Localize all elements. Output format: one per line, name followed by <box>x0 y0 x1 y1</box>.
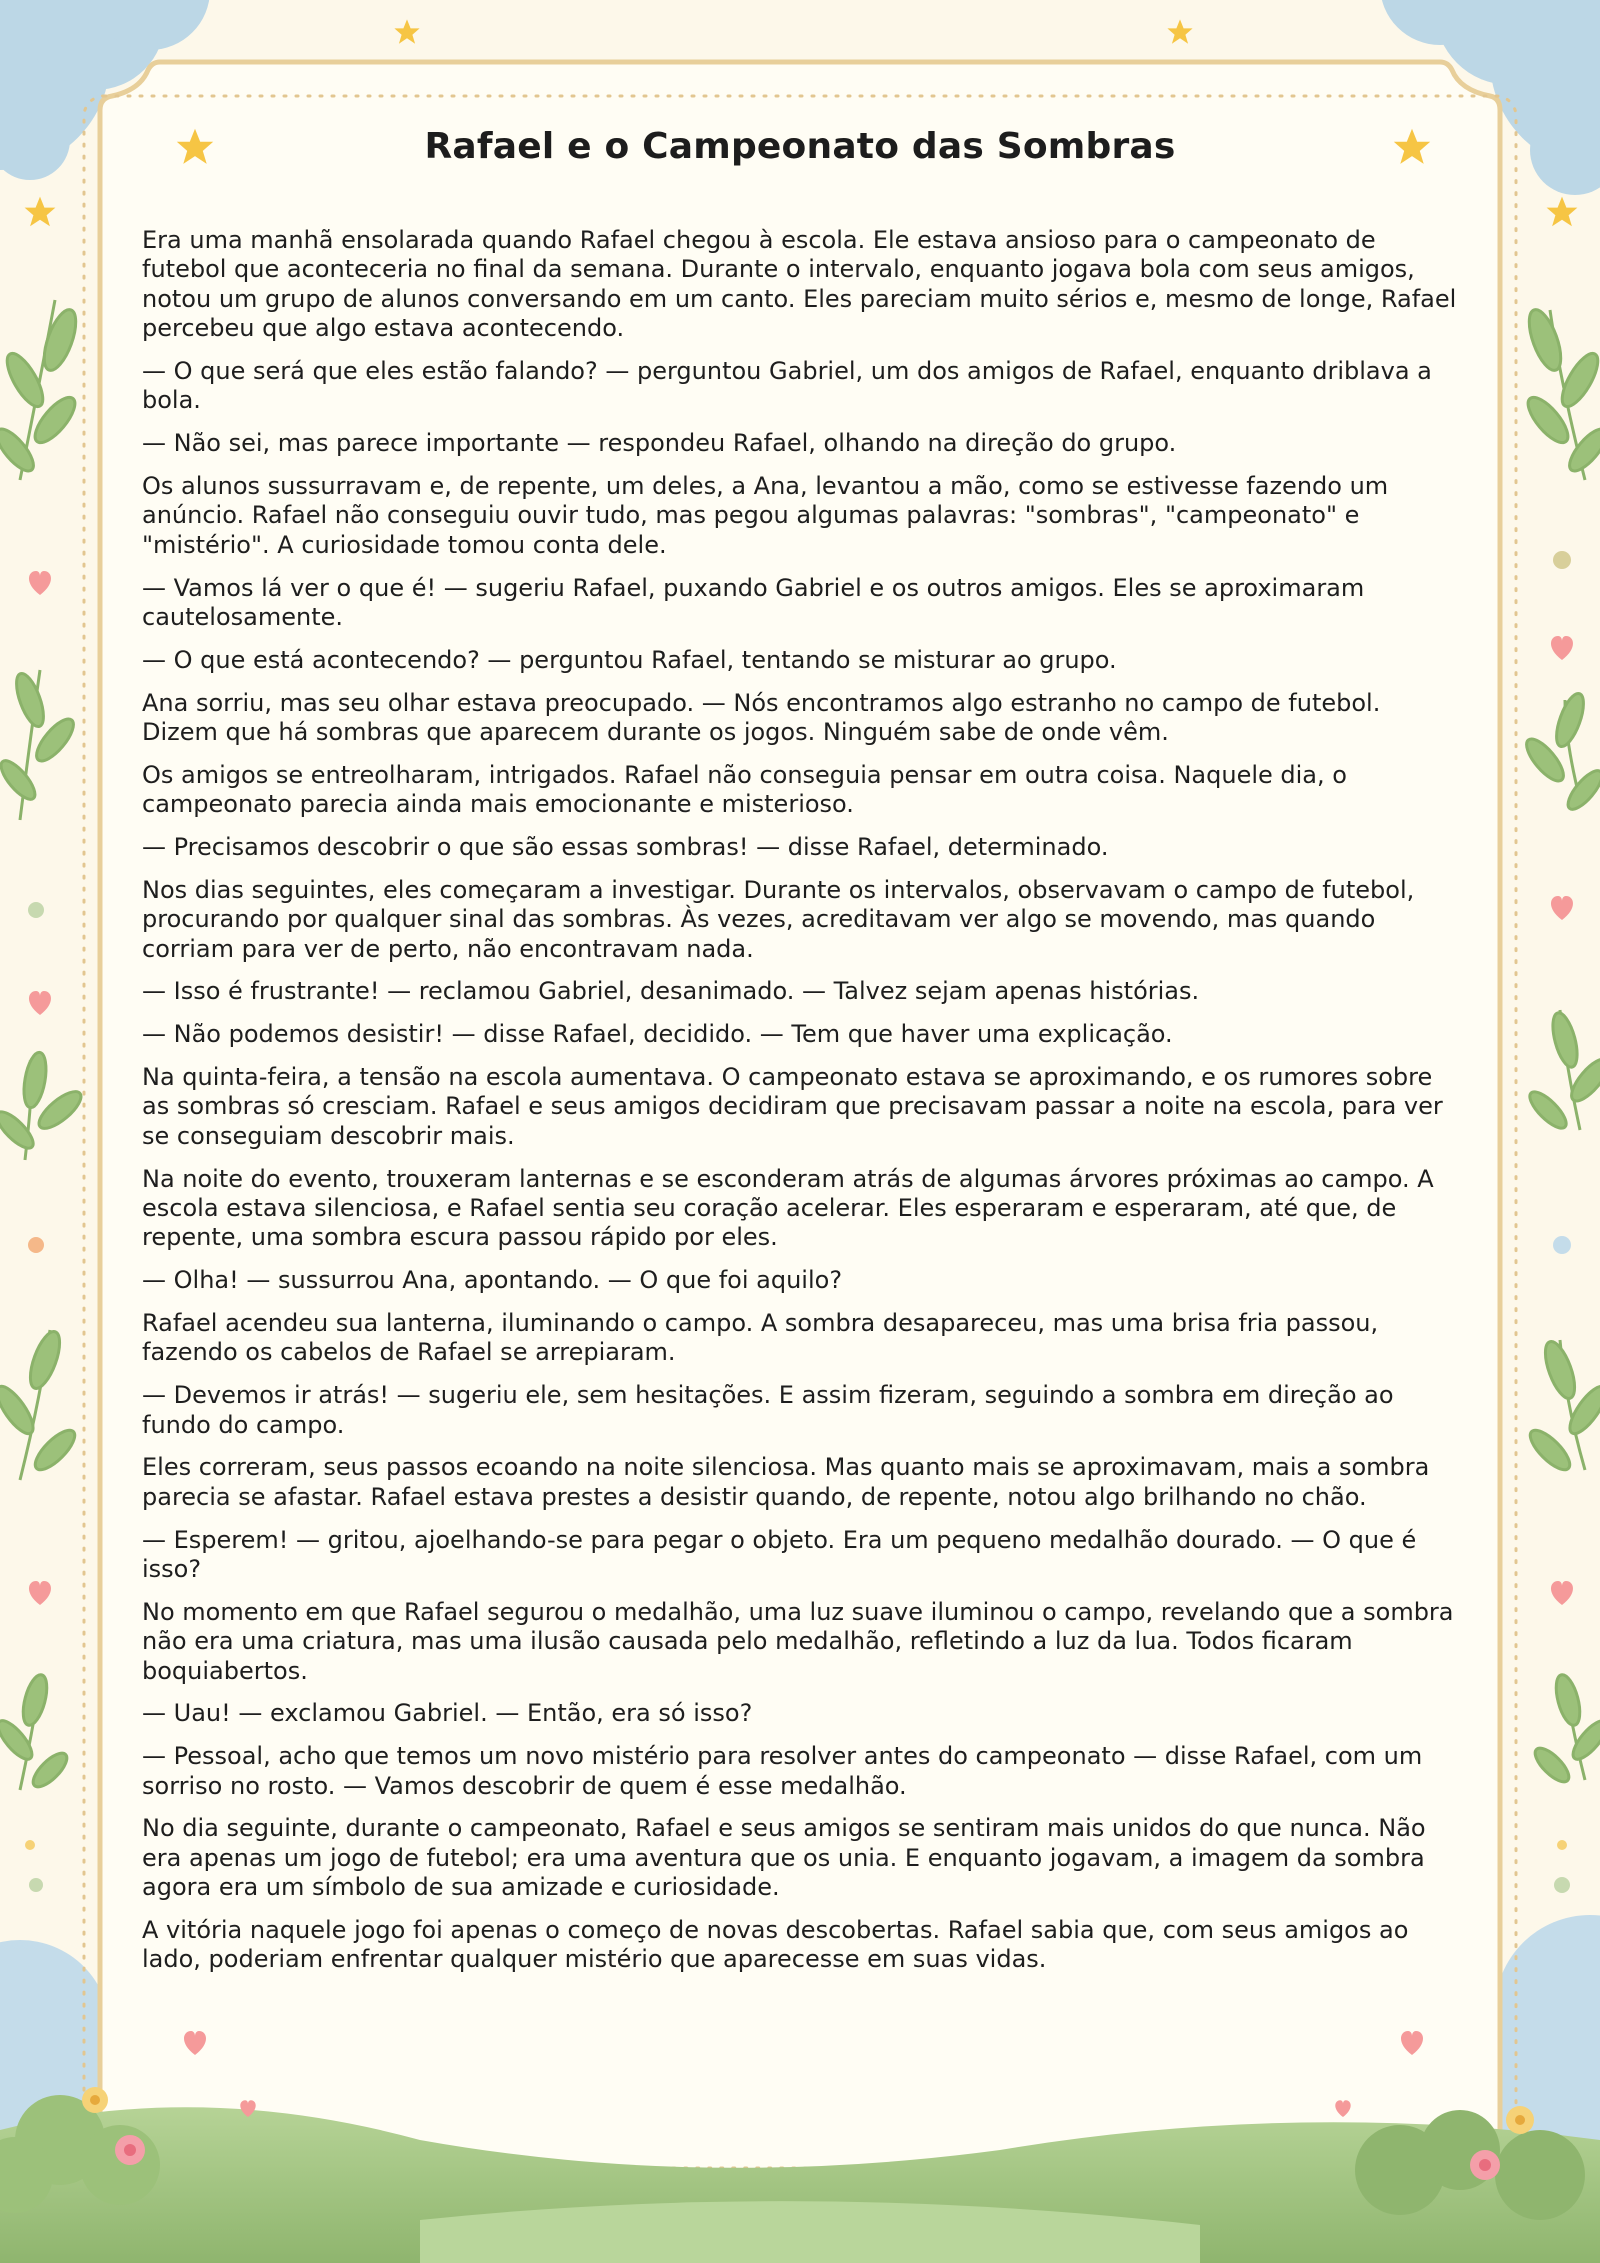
story-paragraph: No momento em que Rafael segurou o medalhão, uma luz suave iluminou o campo, revelando que a sombra não era uma criatura, mas uma ilusão causada pelo medalhão, refletindo a luz da lua. Todos ficaram boquiabertos. <box>142 1597 1454 1685</box>
story-paragraph: — Precisamos descobrir o que são essas sombras! — disse Rafael, determinado. <box>142 833 1109 862</box>
story-paragraph: — Devemos ir atrás! — sugeriu ele, sem hesitações. E assim fizeram, seguindo a sombra em direção ao fundo do campo. <box>142 1381 1394 1439</box>
story-paragraph: Nos dias seguintes, eles começaram a investigar. Durante os intervalos, observavam o campo de futebol, procurando por qualquer sinal das sombras. Às vezes, acreditavam ver algo se movendo, mas quando corriam para ver de perto, não encontravam nada. <box>142 875 1415 963</box>
story-paragraph: — Vamos lá ver o que é! — sugeriu Rafael, puxando Gabriel e os outros amigos. Eles se aproximaram cautelosamente. <box>142 573 1365 632</box>
story-paragraph: Era uma manhã ensolarada quando Rafael chegou à escola. Ele estava ansioso para o campeonato de futebol que aconteceria no final da semana. Durante o intervalo, enquanto jogava bola com seus amigos, notou um grupo de alunos conversando em um canto. Eles pareciam muito sérios e, mesmo de longe, Rafael percebeu que algo estava acontecendo. <box>142 226 1457 343</box>
story-paragraph: Na noite do evento, trouxeram lanternas e se esconderam atrás de algumas árvores próximas ao campo. A escola estava silenciosa, e Rafael sentia seu coração acelerar. Eles esperaram e esperaram, até que, de repente, uma sombra escura passou rápido por eles. <box>142 1164 1434 1252</box>
story-paragraph: A vitória naquele jogo foi apenas o começo de novas descobertas. Rafael sabia que, com seus amigos ao lado, poderiam enfrentar qualquer mistério que aparecesse em suas vidas. <box>142 1916 1409 1974</box>
story-paragraph: — Não podemos desistir! — disse Rafael, decidido. — Tem que haver uma explicação. <box>142 1020 1173 1049</box>
story-paragraph: Eles correram, seus passos ecoando na noite silenciosa. Mas quanto mais se aproximavam, mais a sombra parecia se afastar. Rafael estava prestes a desistir quando, de repente, notou algo brilhando no chão. <box>142 1453 1430 1511</box>
story-paragraph: — Esperem! — gritou, ajoelhando-se para pegar o objeto. Era um pequeno medalhão dourado. — O que é isso? <box>142 1525 1417 1584</box>
story-paragraph: Rafael acendeu sua lanterna, iluminando o campo. A sombra desapareceu, mas uma brisa fria passou, fazendo os cabelos de Rafael se arrepiaram. <box>142 1309 1379 1367</box>
story-paragraph: — Não sei, mas parece importante — respondeu Rafael, olhando na direção do grupo. <box>142 429 1177 458</box>
story-paragraph: Na quinta-feira, a tensão na escola aumentava. O campeonato estava se aproximando, e os rumores sobre as sombras só cresciam. Rafael e seus amigos decidiram que precisavam passar a noite na escola, para ver se conseguiam descobrir mais. <box>142 1063 1443 1150</box>
story-paragraph: No dia seguinte, durante o campeonato, Rafael e seus amigos se sentiram mais unidos do que nunca. Não era apenas um jogo de futebol; era uma aventura que os unia. E enquanto jogavam, a imagem da sombra agora era um símbolo de sua amizade e curiosidade. <box>142 1814 1426 1902</box>
story-paragraph: — O que será que eles estão falando? — perguntou Gabriel, um dos amigos de Rafael, enquanto driblava a bola. <box>142 357 1432 415</box>
story-body <box>142 226 1462 1988</box>
story-paragraph: — Pessoal, acho que temos um novo mistério para resolver antes do campeonato — disse Rafael, com um sorriso no rosto. — Vamos descobrir de quem é esse medalhão. <box>142 1742 1423 1800</box>
story-paragraph: Os amigos se entreolharam, intrigados. Rafael não conseguia pensar em outra coisa. Naquele dia, o campeonato parecia ainda mais emocionante e misterioso. <box>142 760 1347 819</box>
story-paragraph: Ana sorriu, mas seu olhar estava preocupado. — Nós encontramos algo estranho no campo de futebol. Dizem que há sombras que aparecem durante os jogos. Ninguém sabe de onde vêm. <box>142 688 1381 747</box>
story-title: Rafael e o Campeonato das Sombras <box>424 126 1176 167</box>
story-paragraph: Os alunos sussurravam e, de repente, um deles, a Ana, levantou a mão, como se estivesse fazendo um anúncio. Rafael não conseguiu ouvir tudo, mas pegou algumas palavras: "sombras", "campeonato" e "mistério". A curiosidade tomou conta dele. <box>142 472 1389 559</box>
story-paragraph: — O que está acontecendo? — perguntou Rafael, tentando se misturar ao grupo. <box>142 645 1117 674</box>
story-paragraph: — Uau! — exclamou Gabriel. — Então, era só isso? <box>142 1699 753 1728</box>
story-paragraph: — Olha! — sussurrou Ana, apontando. — O que foi aquilo? <box>142 1266 843 1295</box>
story-paragraph: — Isso é frustrante! — reclamou Gabriel, desanimado. — Talvez sejam apenas histórias. <box>142 977 1200 1006</box>
